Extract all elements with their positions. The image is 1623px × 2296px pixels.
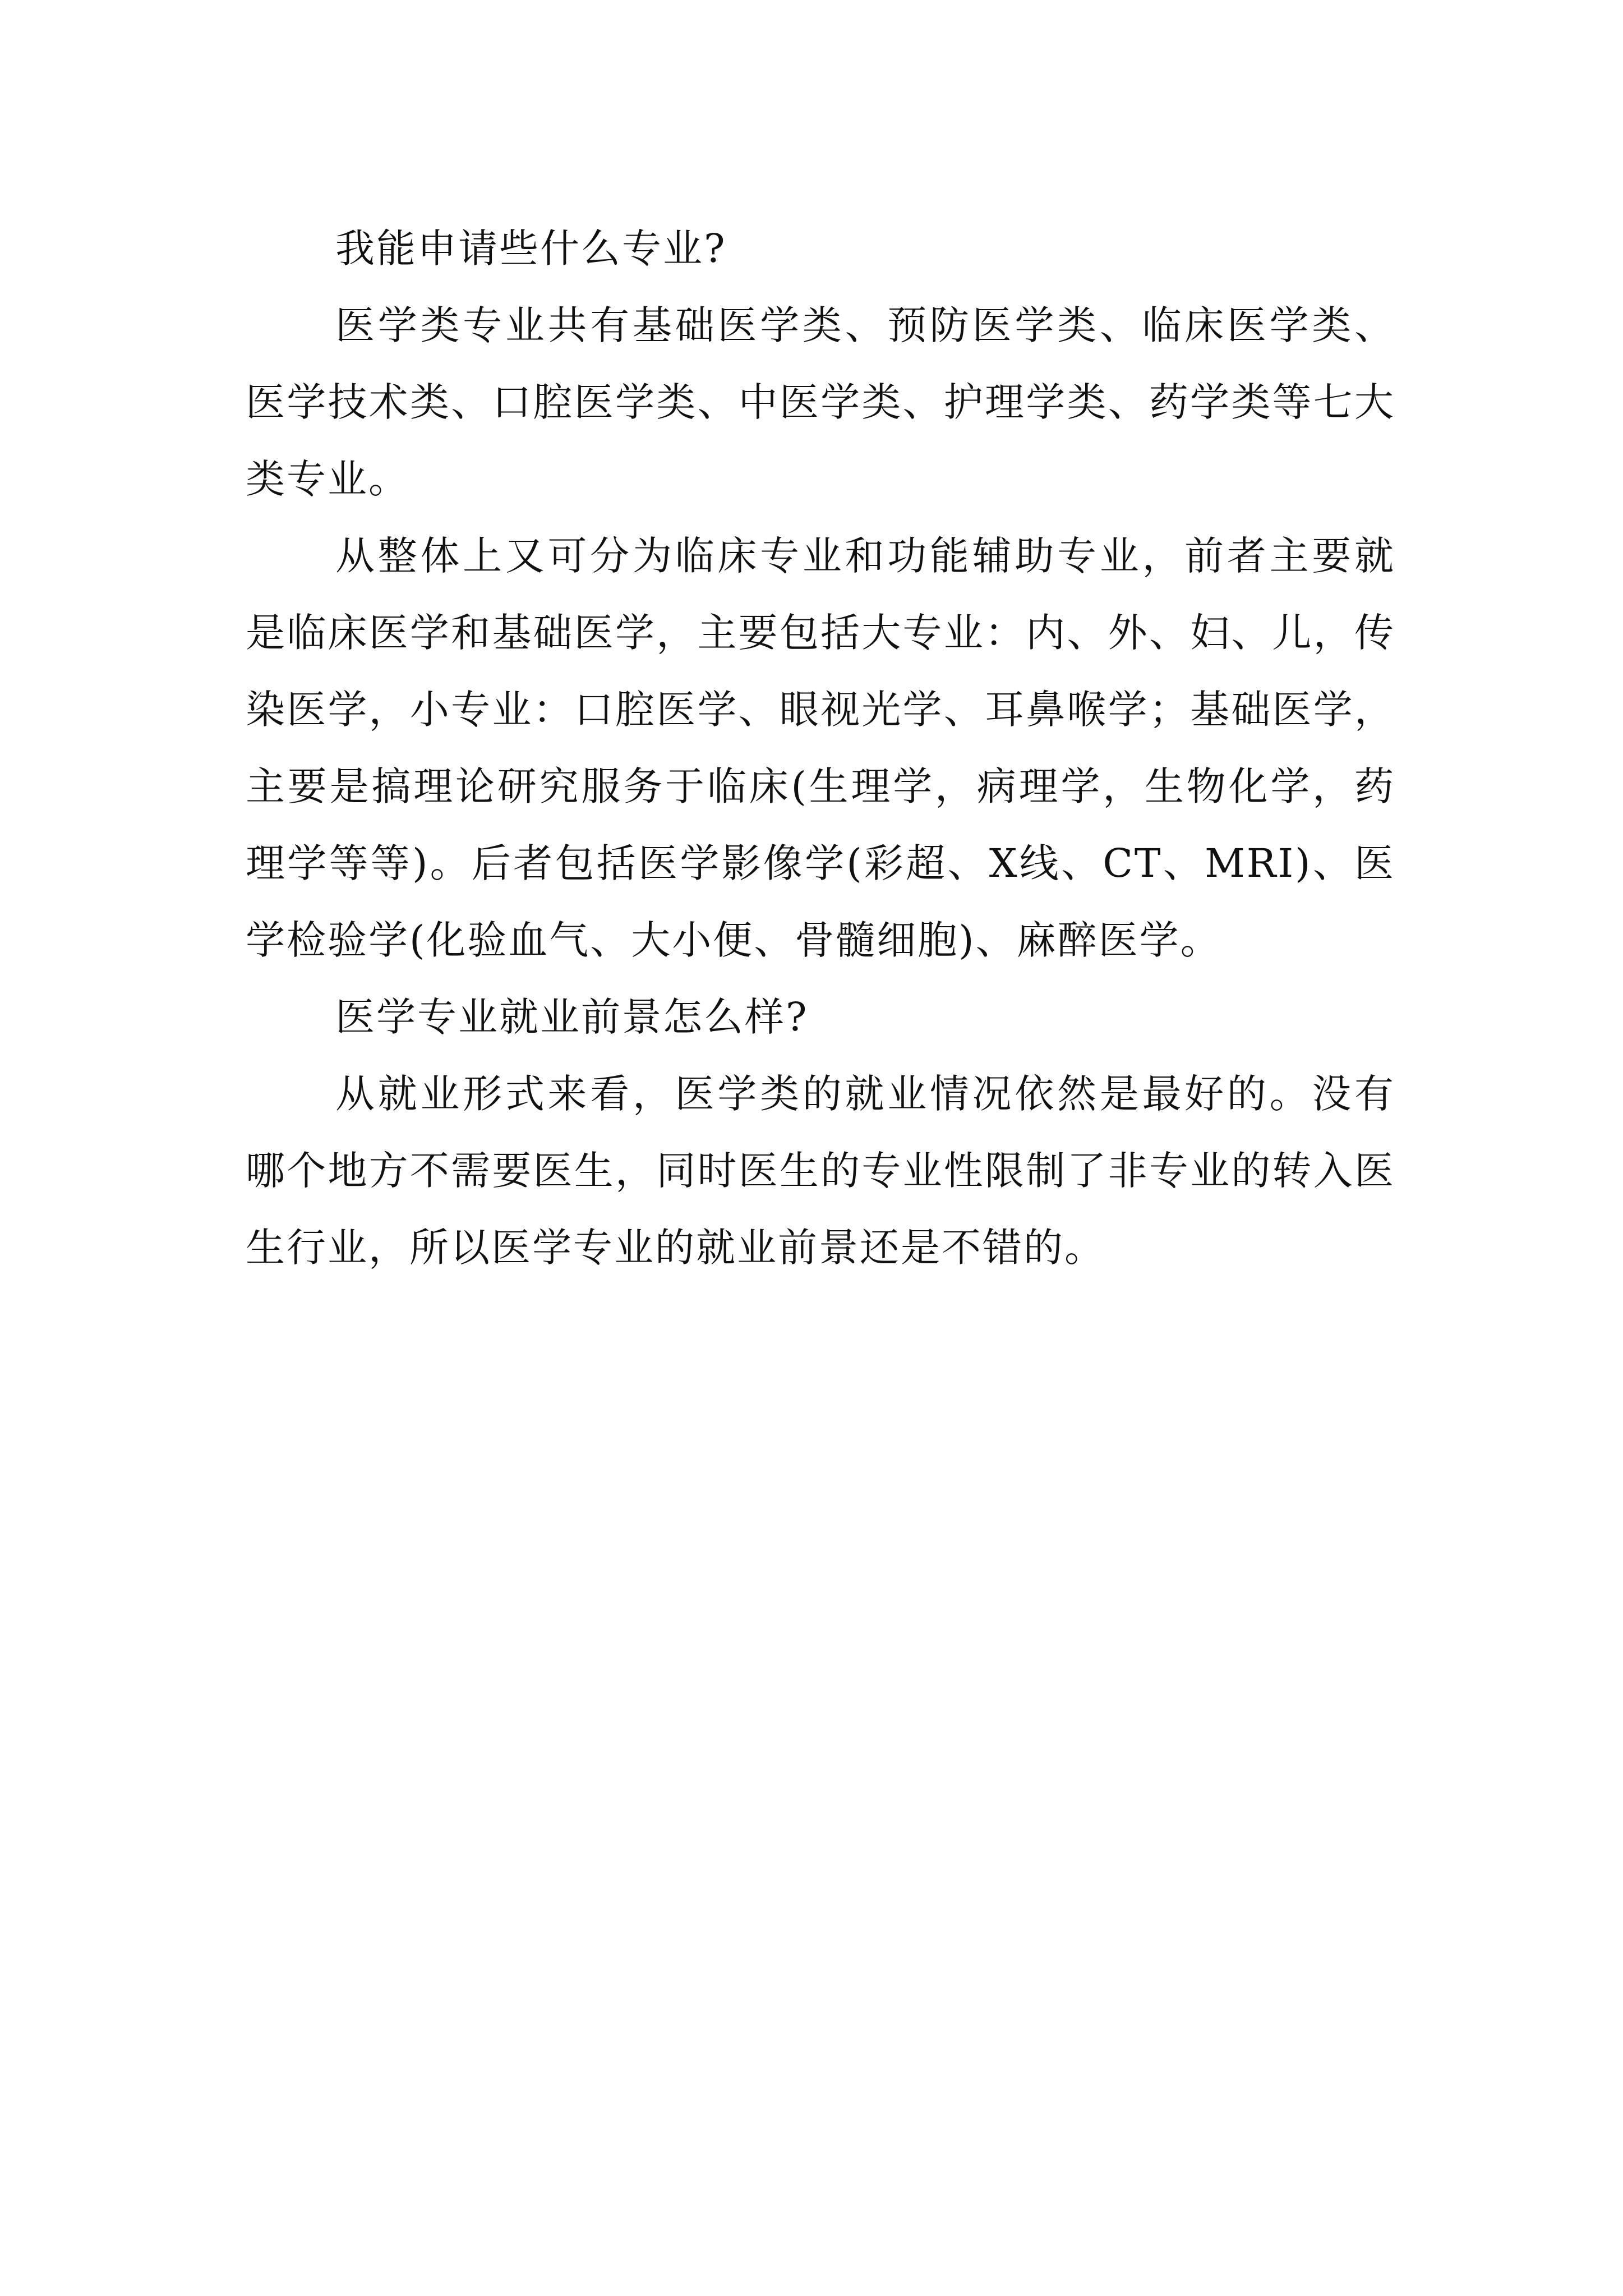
document-body — [246, 210, 1395, 1286]
question-heading-majors: 我能申请些什么专业? — [335, 226, 727, 272]
paragraph-major-categories: 医学类专业共有基础医学类、预防医学类、临床医学类、医学技术类、口腔医学类、中医学类、护理学类、药学类等七大类专业。 — [246, 302, 1395, 502]
question-heading-prospects: 医学专业就业前景怎么样? — [335, 994, 809, 1040]
paragraph-clinical-and-auxiliary: 从整体上又可分为临床专业和功能辅助专业，前者主要就是临床医学和基础医学，主要包括大专业：内、外、妇、儿，传染医学，小专业：口腔医学、眼视光学、耳鼻喉学；基础医学，主要是搞理论研究服务于临床(生理学，病理学，生物化学，药理学等等)。后者包括医学影像学(彩超、X线、CT、MRI)、医学检验学(化验血气、大小便、骨髓细胞)、麻醉医学。 — [246, 533, 1395, 963]
paragraph-employment-prospects: 从就业形式来看，医学类的就业情况依然是最好的。没有哪个地方不需要医生，同时医生的专业性限制了非专业的转入医生行业，所以医学专业的就业前景还是不错的。 — [246, 1071, 1395, 1271]
